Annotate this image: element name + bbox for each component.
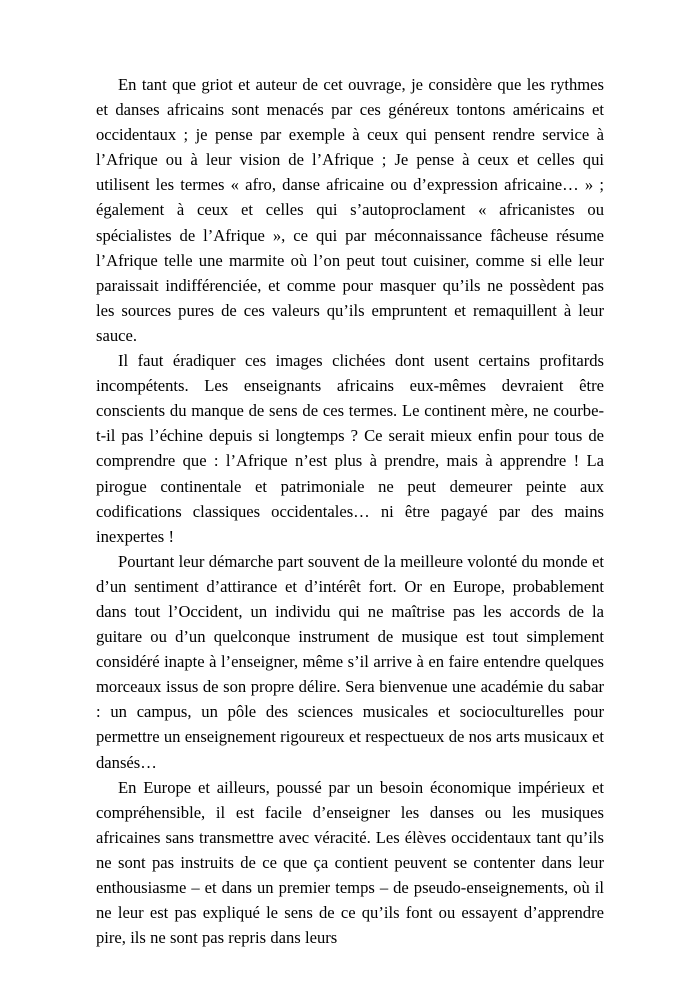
body-paragraph: Pourtant leur démarche part souvent de la meilleure volonté du monde et d’un sentiment d’attirance et d’intérêt fort. Or en Europe, probablement dans tout l’Occident, un individu qui ne maîtrise pas les accords de la guitare ou d’un quelconque instrument de musique est tout simplement considéré inapte à l’enseigner, même s’il arrive à en faire entendre quelques morceaux issus de son propre délire. Sera bienvenue une académie du sabar : un campus, un pôle des sciences musicales et socioculturelles pour permettre un enseignement rigoureux et respectueux de nos arts musicaux et dansés…: [96, 551, 604, 772]
body-paragraph: En Europe et ailleurs, poussé par un besoin économique impérieux et compréhensible, il est facile d’enseigner les danses ou les musiques africaines sans transmettre avec véracité. Les élèves occidentaux tant qu’ils ne sont pas instruits de ce que ça contient peuvent se contenter dans leur enthousiasme – et dans un premier temps – de pseudo-enseignements, où il ne leur est pas expliqué le sens de ce qu’ils font ou essayent d’apprendre pire, ils ne sont pas repris dans leurs: [96, 777, 604, 948]
body-paragraph: Il faut éradiquer ces images clichées dont usent certains profitards incompétents. Les enseignants africains eux-mêmes devraient être conscients du manque de sens de ces termes. Le continent mère, ne courbe-t-il pas l’échine depuis si longtemps ? Ce serait mieux enfin pour tous de comprendre que : l’Afrique n’est plus à prendre, mais à apprendre ! La pirogue continentale et patrimoniale ne peut demeurer peinte aux codifications classiques occidentales… ni être pagayé par des mains inexpertes !: [96, 351, 604, 546]
body-paragraph: En tant que griot et auteur de cet ouvrage, je considère que les rythmes et danses africains sont menacés par ces généreux tontons américains et occidentaux ; je pense par exemple à ceux qui pensent rendre service à l’Afrique ou à leur vision de l’Afrique ; Je pense à ceux et celles qui utilisent les termes « afro, danse africaine ou d’expression africaine… » ; également à ceux et celles qui s’autoproclament « africanistes ou spécialistes de l’Afrique », ce qui par méconnaissance fâcheuse résume l’Afrique telle une marmite où l’on peut tout cuisiner, comme si elle leur paraissait indifférenciée, et comme pour masquer qu’ils ne possèdent pas les sources pures de ces valeurs qu’ils empruntent et remaquillent à leur sauce.: [96, 75, 604, 345]
body-text-block: [96, 72, 604, 950]
